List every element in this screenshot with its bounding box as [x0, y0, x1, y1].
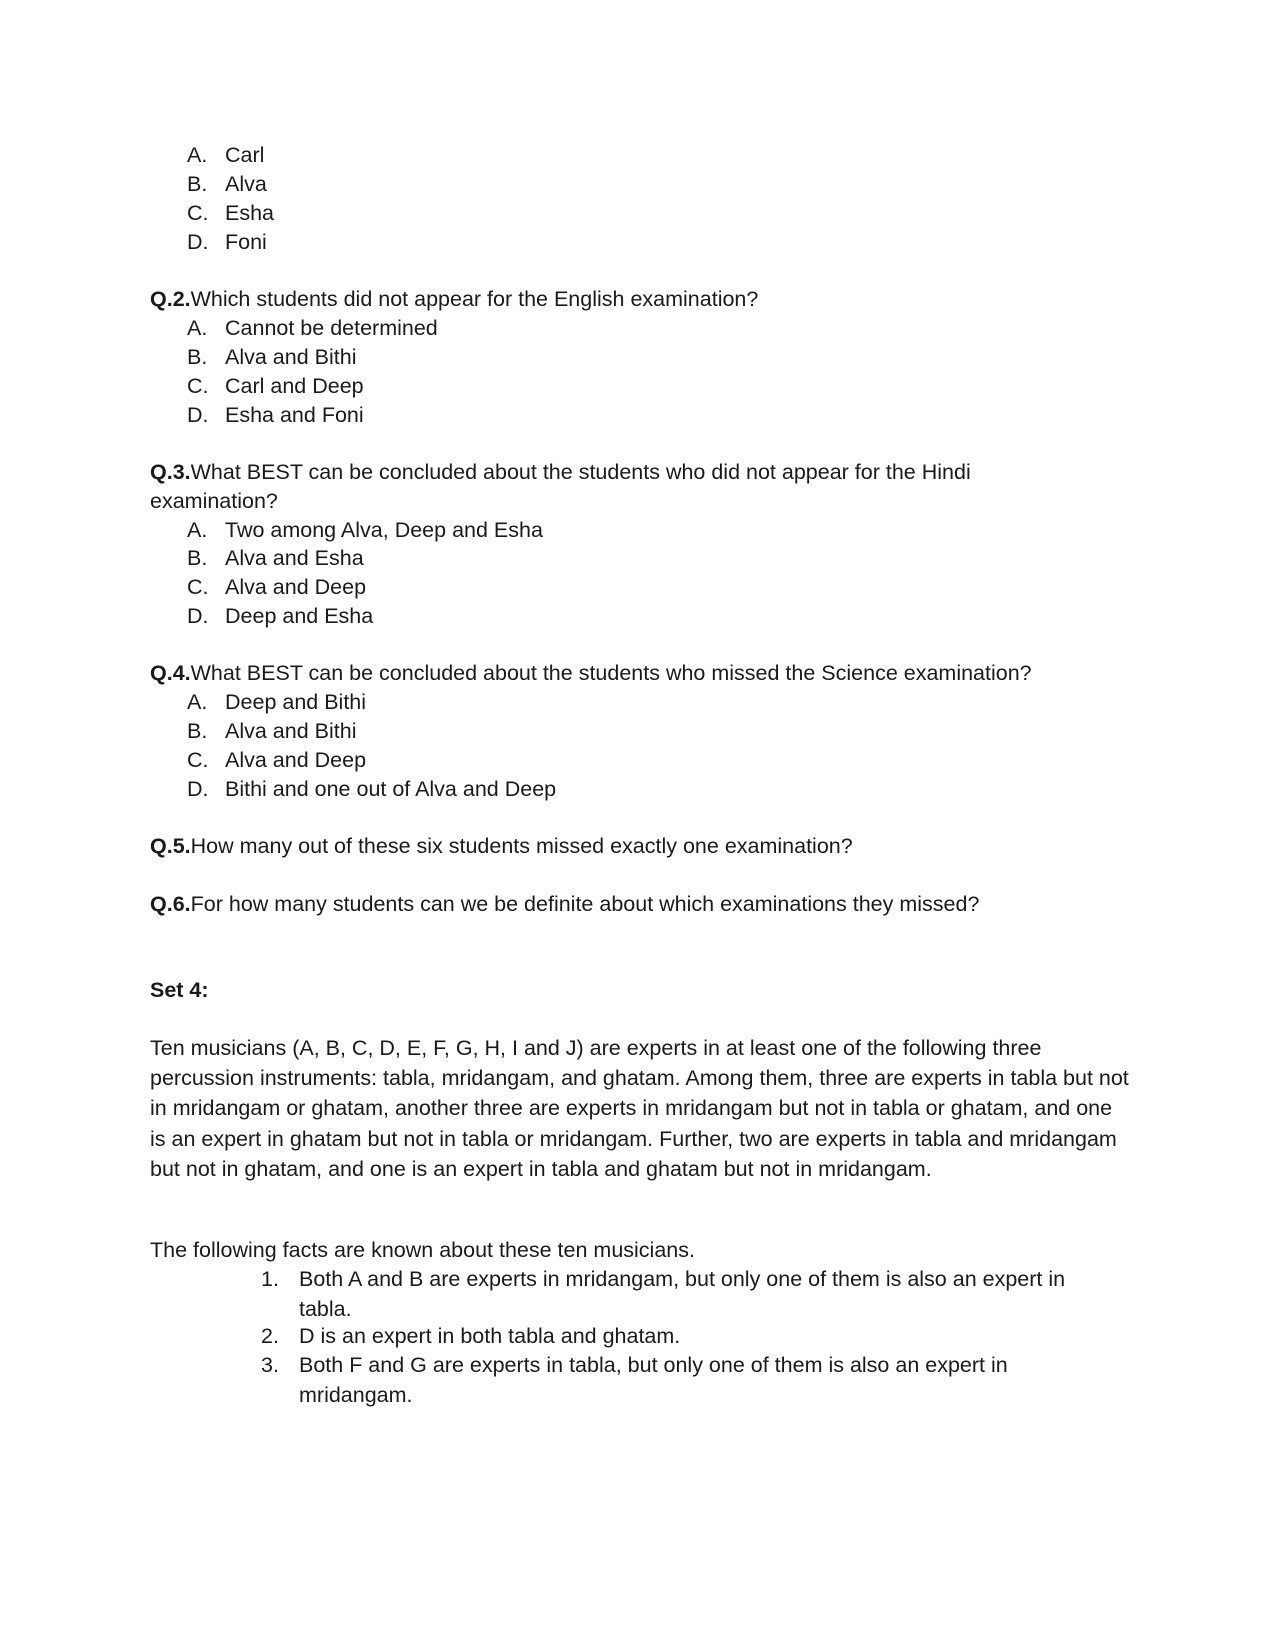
q5-text: How many out of these six students missed exactly one examination?: [190, 834, 853, 858]
fact-2-number: 2.: [261, 1324, 279, 1348]
q2-option-c-text: Carl and Deep: [225, 374, 364, 398]
q3-option-a-text: Two among Alva, Deep and Esha: [225, 518, 543, 542]
q1-option-a-letter: A.: [187, 143, 208, 167]
q6-text: For how many students can we be definite about which examinations they missed?: [190, 892, 980, 916]
q3-text-line2: examination?: [150, 489, 278, 513]
q2-option-b-text: Alva and Bithi: [225, 345, 357, 369]
q2-option-d-text: Esha and Foni: [225, 403, 364, 427]
q6-number: Q.6.: [150, 892, 191, 916]
q2-option-a-letter: A.: [187, 316, 208, 340]
q1-option-d-letter: D.: [187, 230, 209, 254]
q5-number: Q.5.: [150, 834, 191, 858]
q1-option-c-letter: C.: [187, 201, 209, 225]
fact-2-text: D is an expert in both tabla and ghatam.: [299, 1324, 681, 1348]
q2-text: Which students did not appear for the English examination?: [190, 287, 759, 311]
fact-3-text: Both F and G are experts in tabla, but only one of them is also an expert in mridangam.: [299, 1353, 1008, 1407]
q4-option-b-letter: B.: [187, 719, 208, 743]
q3-text-line1: What BEST can be concluded about the students who did not appear for the Hindi: [190, 460, 971, 484]
q3-option-d-letter: D.: [187, 604, 209, 628]
fact-3-number: 3.: [261, 1353, 279, 1377]
q4-text: What BEST can be concluded about the students who missed the Science examination?: [190, 661, 1032, 685]
q1-option-d-text: Foni: [225, 230, 267, 254]
q4-option-d-text: Bithi and one out of Alva and Deep: [225, 777, 557, 801]
q3-question: [150, 457, 971, 487]
q4-option-a-letter: A.: [187, 690, 208, 714]
q6-question: [150, 889, 979, 919]
q4-option-d-letter: D.: [187, 777, 209, 801]
fact-1-number: 1.: [261, 1267, 279, 1291]
q4-question: [150, 658, 1032, 688]
q1-option-a-text: Carl: [225, 143, 265, 167]
q1-option-b-text: Alva: [225, 172, 267, 196]
q4-number: Q.4.: [150, 661, 191, 685]
q5-question: [150, 831, 853, 861]
q3-option-a-letter: A.: [187, 518, 208, 542]
q4-option-c-letter: C.: [187, 748, 209, 772]
q3-option-b-letter: B.: [187, 546, 208, 570]
q2-option-d-letter: D.: [187, 403, 209, 427]
set4-heading: Set 4:: [150, 978, 209, 1002]
q2-question: [150, 284, 758, 314]
q4-option-a-text: Deep and Bithi: [225, 690, 367, 714]
q1-option-b-letter: B.: [187, 172, 208, 196]
q2-number: Q.2.: [150, 287, 191, 311]
q3-option-c-letter: C.: [187, 575, 209, 599]
q3-option-c-text: Alva and Deep: [225, 575, 367, 599]
q1-option-c-text: Esha: [225, 201, 275, 225]
q3-option-d-text: Deep and Esha: [225, 604, 374, 628]
q4-option-b-text: Alva and Bithi: [225, 719, 357, 743]
set4-paragraph: Ten musicians (A, B, C, D, E, F, G, H, I and J) are experts in at least one of the following three percussion instruments: tabla, mridangam, and ghatam. Among them, three are experts in tabla but not in mridangam or ghatam, another three are experts in mridangam but not in tabla or ghatam, and one is an expert in ghatam but not in tabla or mridangam. Further, two are experts in tabla and mridangam but not in ghatam, and one is an expert in tabla and ghatam but not in mridangam.: [150, 1036, 1129, 1181]
q2-option-a-text: Cannot be determined: [225, 316, 438, 340]
q3-option-b-text: Alva and Esha: [225, 546, 364, 570]
q2-option-b-letter: B.: [187, 345, 208, 369]
q3-number: Q.3.: [150, 460, 191, 484]
q2-option-c-letter: C.: [187, 374, 209, 398]
set4-facts-intro: The following facts are known about these ten musicians.: [150, 1238, 695, 1262]
fact-1-text: Both A and B are experts in mridangam, but only one of them is also an expert in tabla.: [299, 1267, 1066, 1321]
q4-option-c-text: Alva and Deep: [225, 748, 367, 772]
